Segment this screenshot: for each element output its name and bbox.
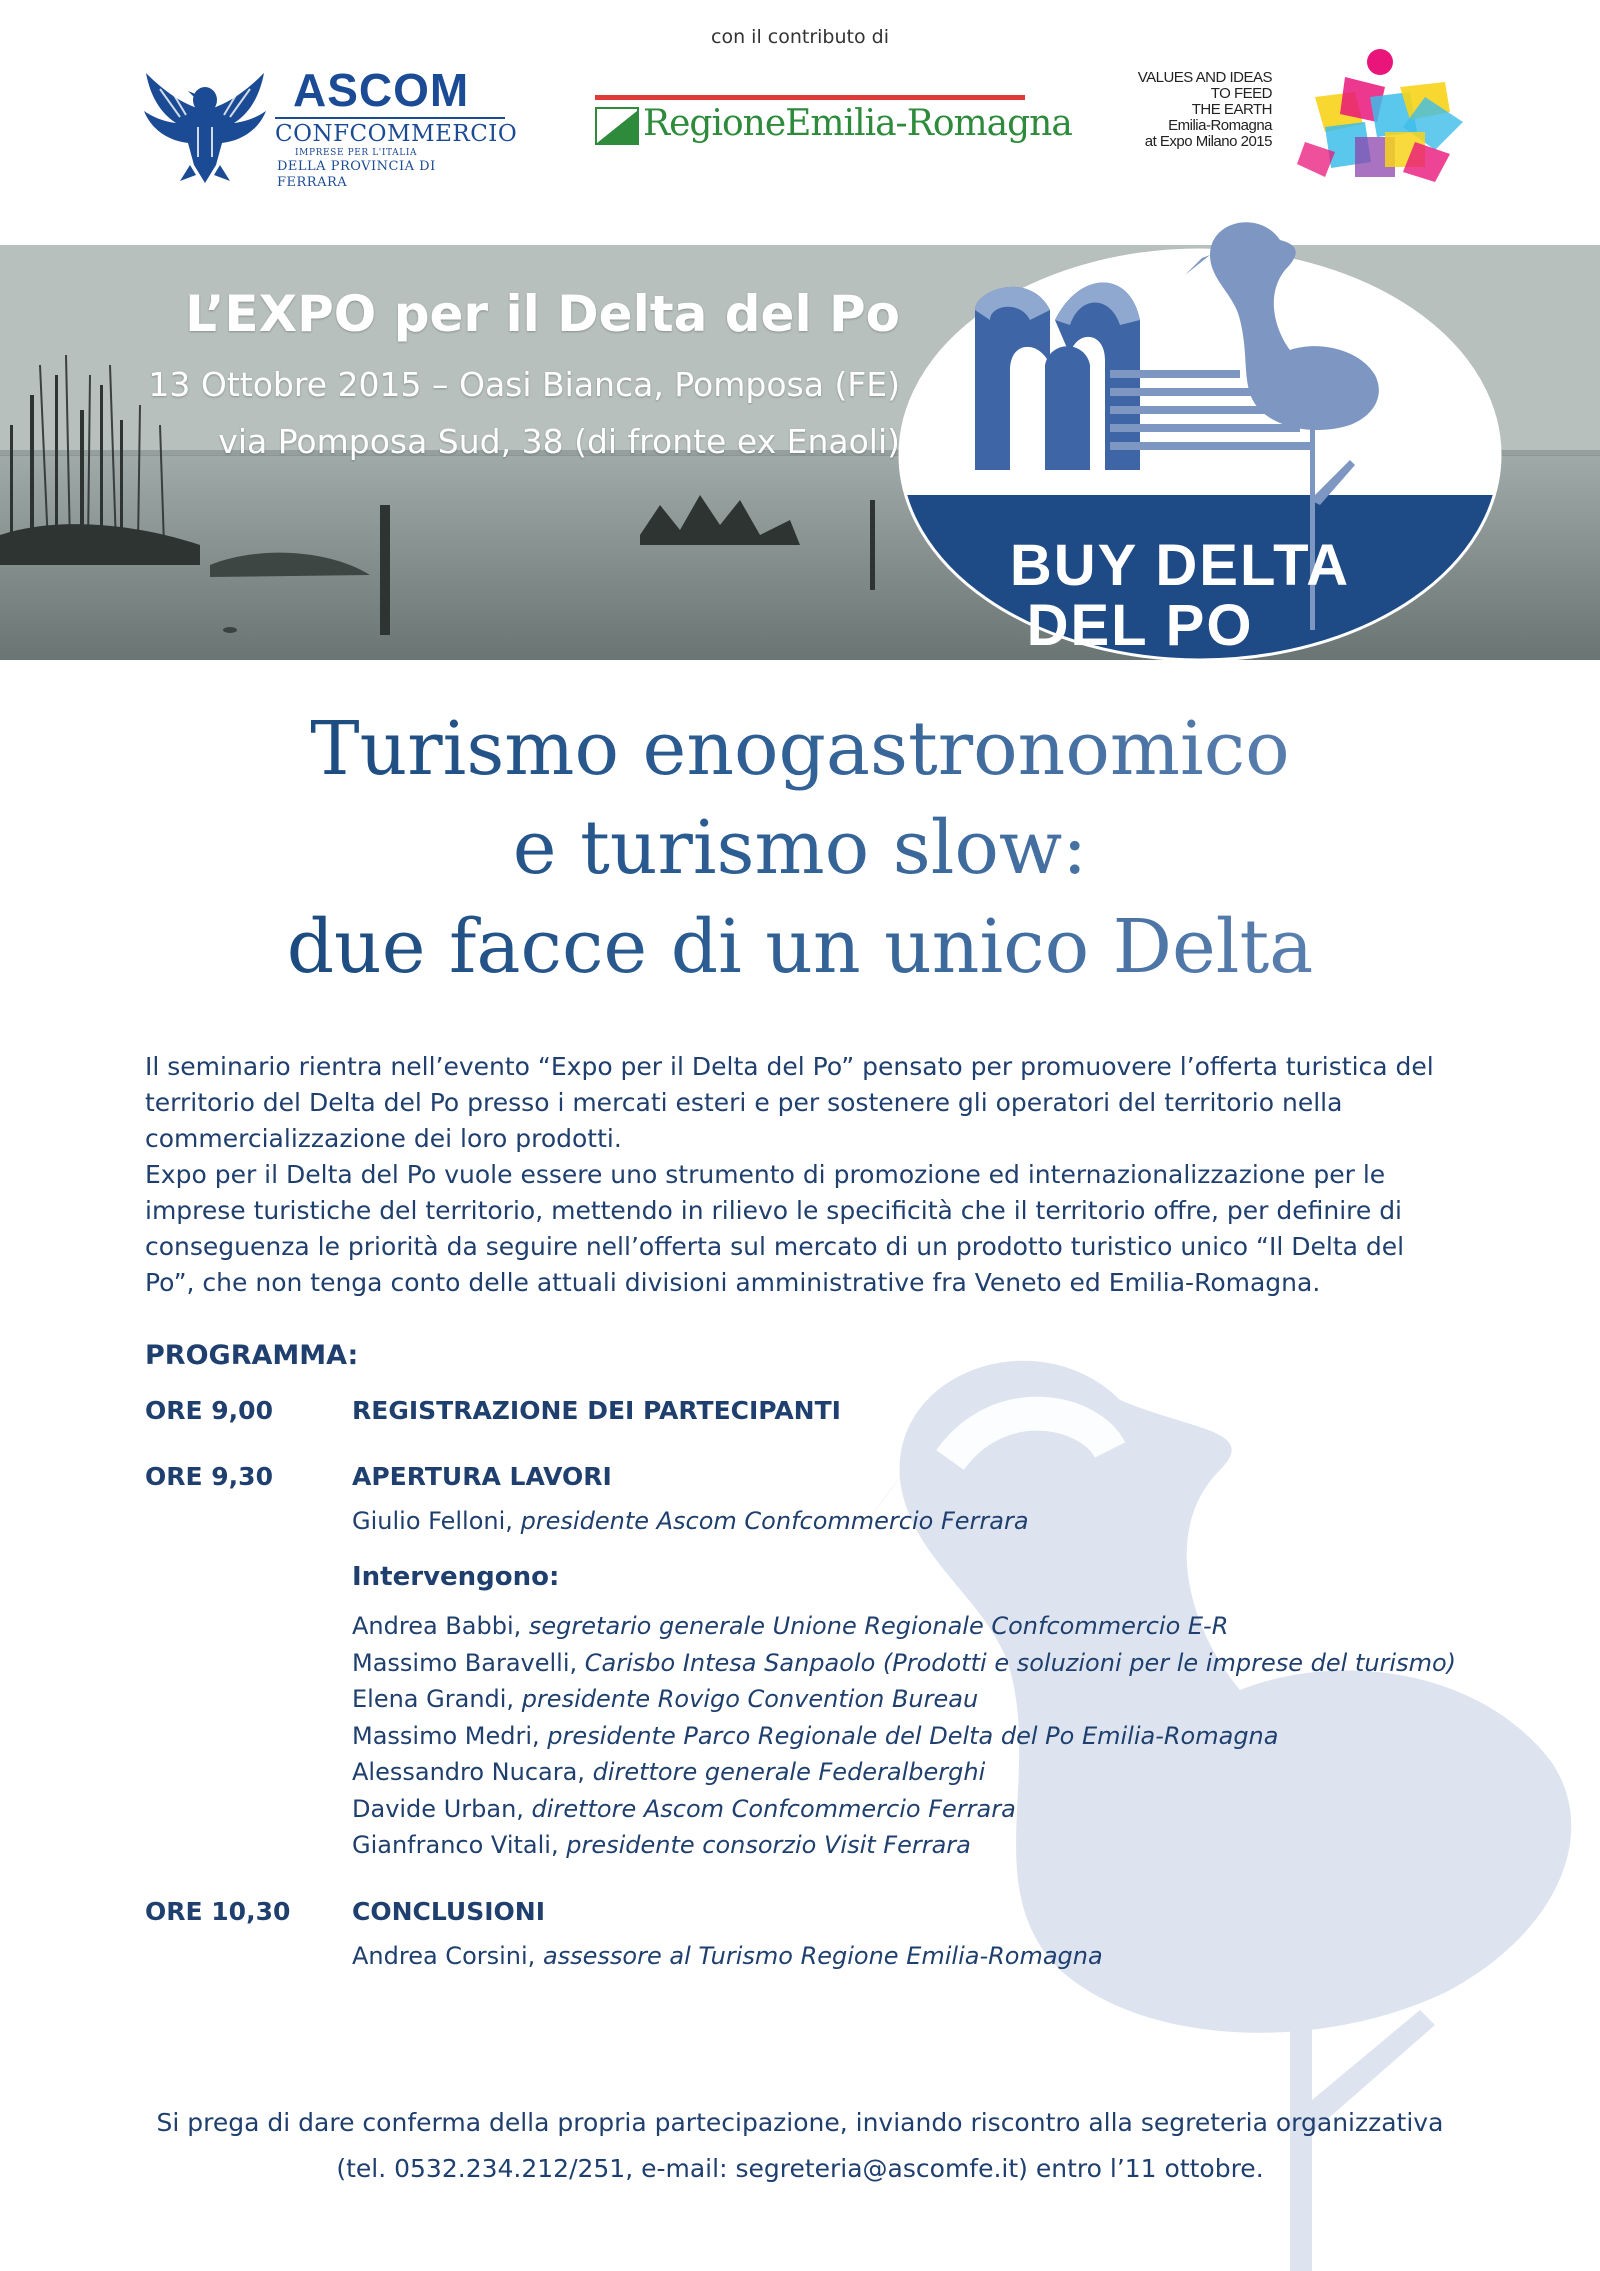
intro-text <box>145 1049 1455 1301</box>
buy-logo-line2: DEL PO <box>1026 593 1254 658</box>
eagle-icon <box>140 65 270 185</box>
ascom-subtitle: IMPRESE PER L'ITALIA <box>295 148 418 158</box>
list-item: Andrea Babbi, segretario generale Unione Regionale Confcommercio E-R <box>352 1612 1229 1640</box>
buy-delta-logo-graphic <box>880 200 1520 710</box>
rsvp-line-2: (tel. 0532.234.212/251, e-mail: segreteria@ascomfe.it) entro l’11 ottobre. <box>336 2154 1264 2183</box>
intro-paragraph-1: Il seminario rientra nell’evento “Expo per il Delta del Po” pensato per promuovere l’offerta turistica del territorio del Delta del Po presso i mercati esteri e per sostenere gli operatori del territorio nella commercializzazione dei loro prodotti. <box>145 1052 1434 1153</box>
headline-line-2: e turismo slow: <box>0 799 1600 898</box>
list-item: Massimo Baravelli, Carisbo Intesa Sanpaolo (Prodotti e soluzioni per le imprese del turismo) <box>352 1648 1456 1677</box>
program-label: PROGRAMMA: <box>145 1340 359 1371</box>
event-date-place: 13 Ottobre 2015 – Oasi Bianca, Pomposa (FE) <box>148 365 900 404</box>
buy-logo-line1: BUY DELTA <box>1009 533 1351 598</box>
program-speaker-closing: Andrea Corsini, assessore al Turismo Regione Emilia-Romagna <box>352 1942 1103 1970</box>
expo-2015-logo <box>1120 70 1470 180</box>
program-time-2: ORE 9,30 <box>145 1462 273 1491</box>
intervengono-label: Intervengono: <box>352 1562 560 1592</box>
headline <box>0 700 1600 997</box>
list-item: Gianfranco Vitali, presidente consorzio Visit Ferrara <box>352 1831 971 1859</box>
rsvp-line-1: Si prega di dare conferma della propria partecipazione, inviando riscontro alla segreteria organizzativa <box>156 2108 1444 2137</box>
list-item: Davide Urban, direttore Ascom Confcommercio Ferrara <box>352 1794 1016 1823</box>
ascom-confcommercio: CONFCOMMERCIO <box>275 121 518 147</box>
ascom-logo <box>140 64 518 190</box>
speakers-list <box>352 1608 1456 1864</box>
ascom-name: ASCOM <box>293 64 470 116</box>
program-session-2: APERTURA LAVORI <box>352 1462 612 1491</box>
headline-line-3: due facce di un unico Delta <box>0 898 1600 997</box>
regione-flag-icon <box>595 107 639 145</box>
list-item: Elena Grandi, presidente Rovigo Convention Bureau <box>352 1685 979 1713</box>
event-address: via Pomposa Sud, 38 (di fronte ex Enaoli) <box>218 422 900 461</box>
ascom-wordmark <box>275 64 518 191</box>
program-session-3: CONCLUSIONI <box>352 1897 545 1926</box>
ascom-province: DELLA PROVINCIA DI FERRARA <box>277 159 436 190</box>
program-session-1: REGISTRAZIONE DEI PARTECIPANTI <box>352 1396 841 1425</box>
program-speaker-opening: Giulio Felloni, presidente Ascom Confcommercio Ferrara <box>352 1507 1029 1535</box>
event-title: L’EXPO per il Delta del Po <box>185 285 900 343</box>
expo-tagline: VALUES AND IDEAS TO FEED THE EARTH Emilia-Romagna at Expo Milano 2015 <box>1137 69 1272 150</box>
program-time-3: ORE 10,30 <box>145 1897 291 1926</box>
list-item: Massimo Medri, presidente Parco Regionale del Delta del Po Emilia-Romagna <box>352 1721 1279 1750</box>
contribution-label: con il contributo di <box>711 26 889 48</box>
program-time-1: ORE 9,00 <box>145 1396 273 1425</box>
regione-emilia-romagna-logo <box>595 95 1072 155</box>
buy-delta-del-po-logo <box>880 200 1520 710</box>
list-item: Alessandro Nucara, direttore generale Federalberghi <box>352 1758 986 1786</box>
rsvp-footer <box>0 2100 1600 2192</box>
expo-colorful-mark-icon <box>1285 42 1475 192</box>
regione-name: RegioneEmilia-Romagna <box>643 103 1072 144</box>
headline-line-1: Turismo enogastronomico <box>0 700 1600 799</box>
intro-paragraph-2: Expo per il Delta del Po vuole essere uno strumento di promozione ed internazionalizzazione per le imprese turistiche del territorio, mettendo in rilievo le specificità che il territorio offre, per definire di conseguenza le priorità da seguire nell’offerta sul mercato di un prodotto turistico unico “Il Delta del Po”, che non tenga conto delle attuali divisioni amministrative fra Veneto ed Emilia-Romagna. <box>145 1160 1405 1297</box>
